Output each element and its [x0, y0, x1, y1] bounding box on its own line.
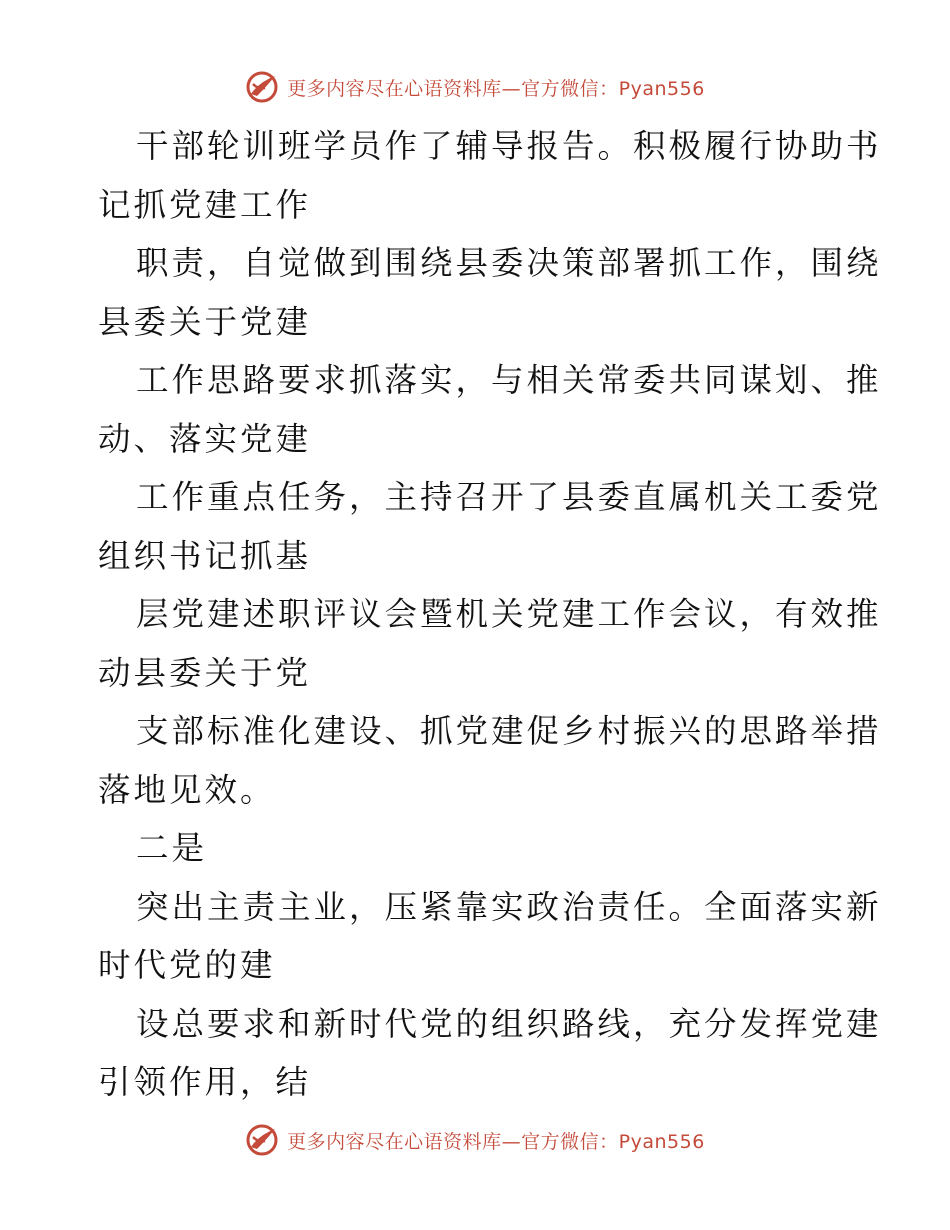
text-line: 落地见效。 [98, 770, 276, 809]
text-line: 县委关于党建 [98, 302, 312, 341]
footer-banner [0, 1123, 950, 1157]
brush-seal-icon [245, 70, 279, 104]
header-banner [0, 70, 950, 104]
brush-seal-icon [245, 1123, 279, 1157]
text-line: 二是 [136, 829, 208, 867]
text-line: 工作重点任务，主持召开了县委直属机关工委党 [136, 478, 882, 516]
text-line: 动县委关于党 [98, 653, 312, 692]
footer-banner-text: 更多内容尽在心语资料库—官方微信：Pyan556 [287, 1130, 705, 1153]
document-body [98, 117, 882, 1112]
text-line: 层党建述职评议会暨机关党建工作会议，有效推 [136, 595, 882, 633]
text-line: 动、落实党建 [98, 419, 312, 458]
text-line: 时代党的建 [98, 946, 276, 984]
text-line: 突出主责主业，压紧靠实政治责任。全面落实新 [136, 887, 882, 926]
text-line: 记抓党建工作 [98, 185, 312, 224]
text-line: 引领作用，结 [98, 1063, 312, 1101]
text-line: 组织书记抓基 [98, 536, 312, 575]
header-banner-text: 更多内容尽在心语资料库—官方微信：Pyan556 [287, 77, 705, 100]
text-line: 设总要求和新时代党的组织路线，充分发挥党建 [136, 1004, 882, 1043]
text-line: 工作思路要求抓落实，与相关常委共同谋划、推 [136, 361, 882, 399]
text-line: 职责，自觉做到围绕县委决策部署抓工作，围绕 [136, 244, 882, 282]
text-line: 支部标准化建设、抓党建促乡村振兴的思路举措 [136, 712, 882, 750]
text-line: 干部轮训班学员作了辅导报告。积极履行协助书 [136, 127, 882, 165]
